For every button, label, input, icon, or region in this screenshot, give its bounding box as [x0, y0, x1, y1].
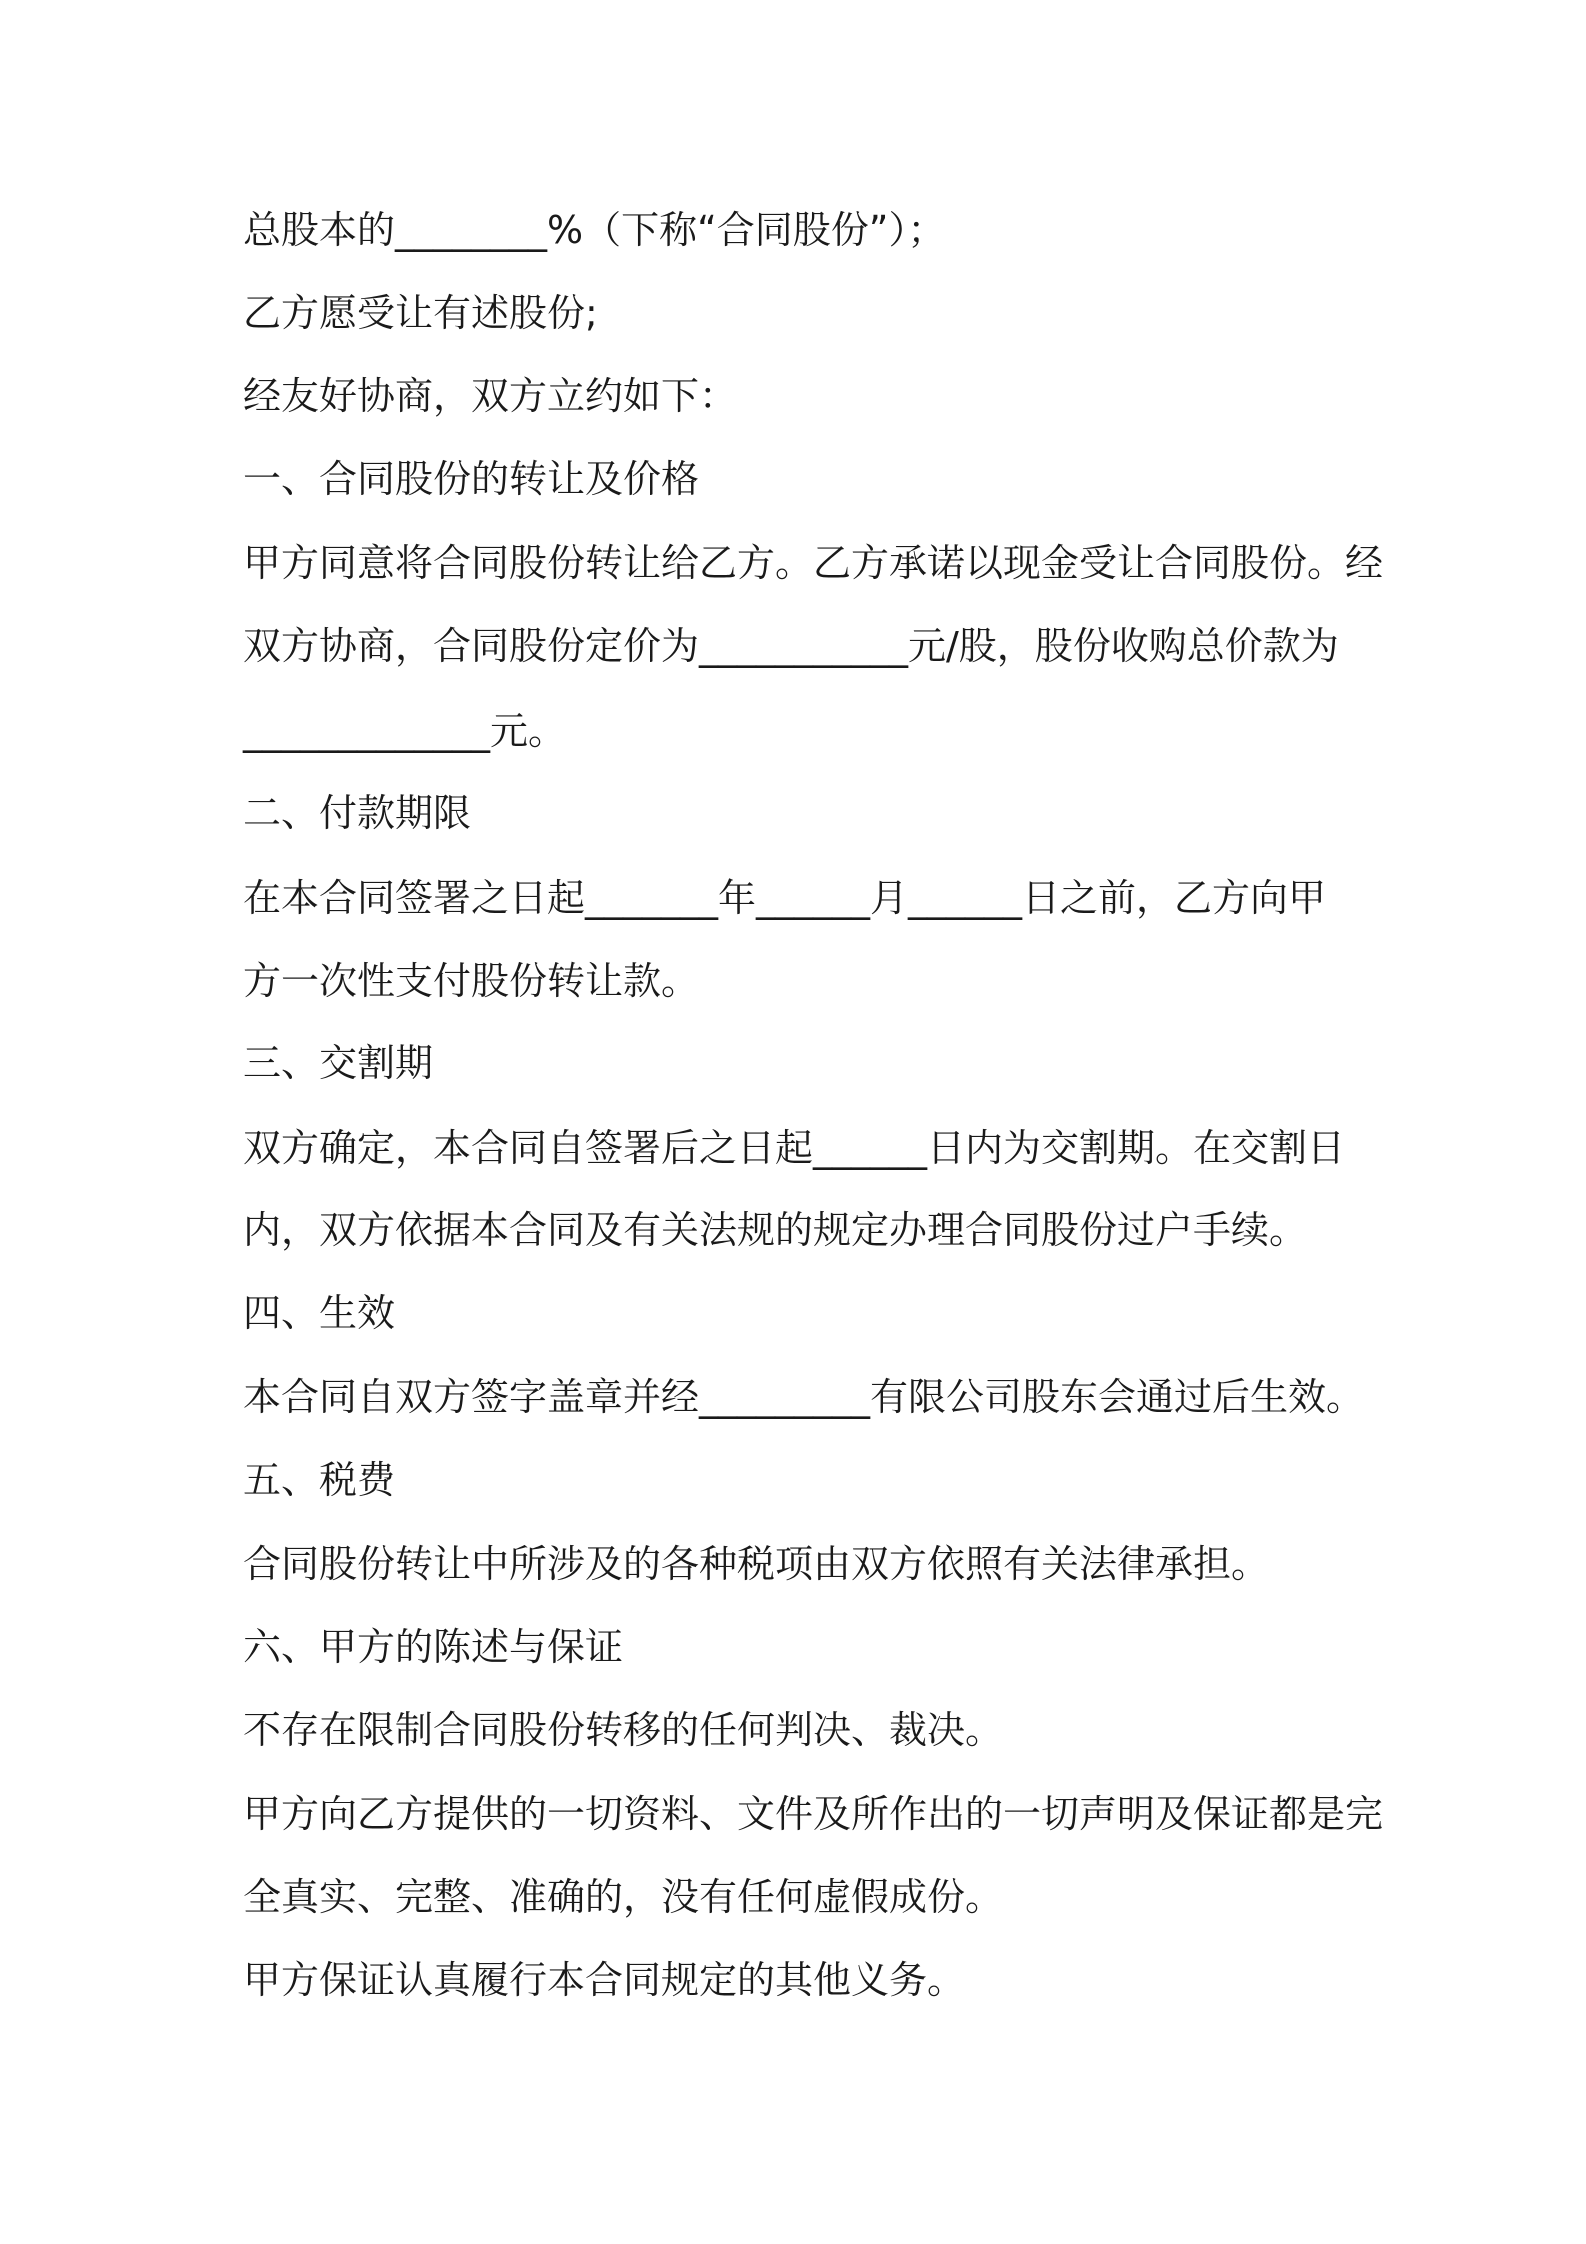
text-line: _____________元。	[243, 709, 567, 753]
text-line: 本合同自双方签字盖章并经_________有限公司股东会通过后生效。	[243, 1375, 1365, 1419]
section-heading: 五、税费	[243, 1458, 396, 1502]
text-line: 方一次性支付股份转让款。	[243, 959, 700, 1003]
text-line: 甲方保证认真履行本合同规定的其他义务。	[243, 1958, 966, 2002]
text-line: 内，双方依据本合同及有关法规的规定办理合同股份过户手续。	[243, 1208, 1308, 1252]
text-line: 总股本的________%（下称“合同股份”）；	[243, 208, 946, 252]
text-line: 甲方同意将合同股份转让给乙方。乙方承诺以现金受让合同股份。经	[243, 541, 1384, 585]
section-heading: 四、生效	[243, 1291, 396, 1335]
text-line: 甲方向乙方提供的一切资料、文件及所作出的一切声明及保证都是完	[243, 1792, 1384, 1836]
text-line: 全真实、完整、准确的，没有任何虚假成份。	[243, 1875, 1004, 1919]
text-line: 合同股份转让中所涉及的各种税项由双方依照有关法律承担。	[243, 1542, 1270, 1586]
text-line: 经友好协商，双方立约如下：	[243, 374, 738, 418]
text-line: 不存在限制合同股份转移的任何判决、裁决。	[243, 1708, 1004, 1752]
text-line: 在本合同签署之日起_______年______月______日之前，乙方向甲	[243, 876, 1327, 920]
section-heading: 二、付款期限	[243, 791, 472, 835]
text-line: 乙方愿受让有述股份;	[243, 291, 598, 335]
section-heading: 三、交割期	[243, 1041, 434, 1085]
section-heading: 六、甲方的陈述与保证	[243, 1625, 624, 1669]
text-line: 双方协商，合同股份定价为___________元/股，股份收购总价款为	[243, 624, 1339, 668]
section-heading: 一、合同股份的转让及价格	[243, 457, 700, 501]
text-line: 双方确定，本合同自签署后之日起______日内为交割期。在交割日	[243, 1126, 1346, 1170]
